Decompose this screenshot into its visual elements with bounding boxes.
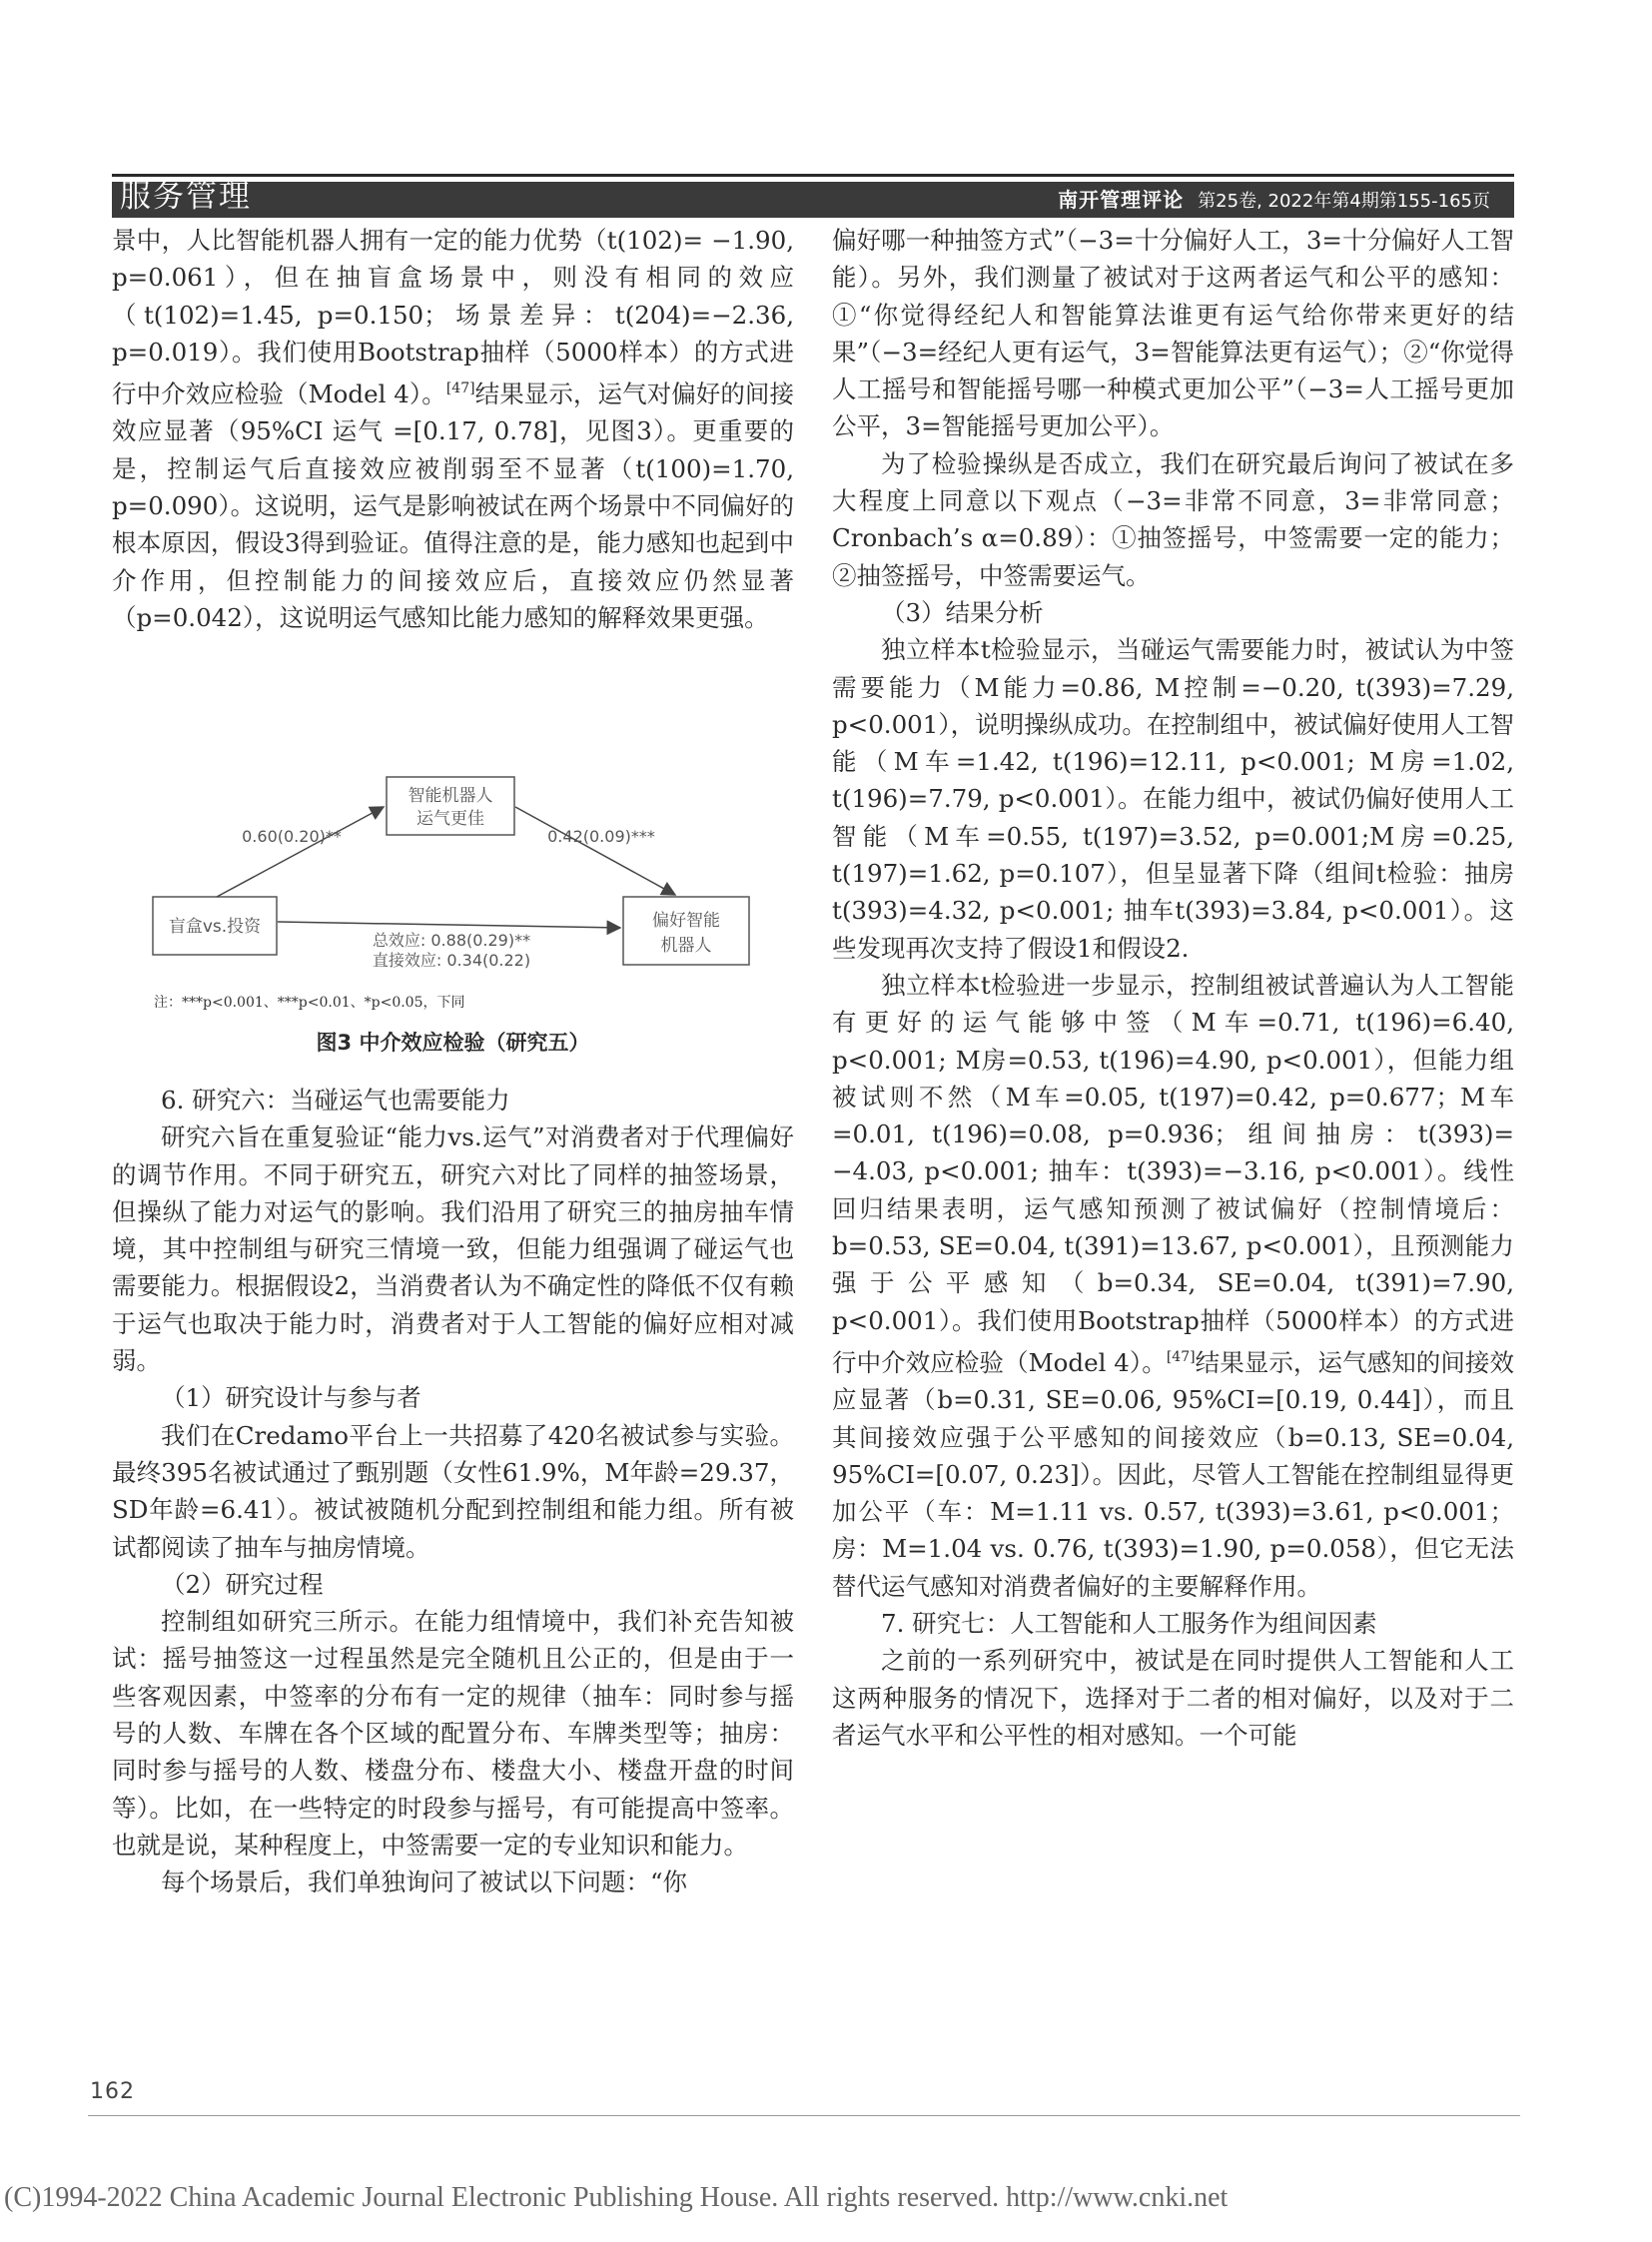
total-effect-label: 总效应: 0.88(0.29)**: [372, 931, 531, 950]
paragraph: 控制组如研究三所示。在能力组情境中，我们补充告知被试：摇号抽签这一过程虽然是完全随机且公正的，但是由于一些客观因素，中签率的分布有一定的规律（抽车：同时参与摇号的人数、车牌在各个区域的配置分布、车牌类型等；抽房：同时参与摇号的人数、楼盘分布、楼盘大小、楼盘开盘的时间等）。比如，在一些特定的时段参与摇号，有可能提高中签率。也就是说，某种程度上，中签需要一定的专业知识和能力。: [112, 1607, 794, 1860]
heading-results: （3）结果分析: [881, 597, 1044, 627]
path-c-arrow: [278, 922, 620, 928]
predictor-label: 盲盒vs.投资: [168, 917, 262, 937]
paragraph: 研究六旨在重复验证“能力vs.运气”对消费者对于代理偏好的调节作用。不同于研究五，研究六对比了同样的抽签场景，但操纵了能力对运气的影响。我们沿用了研究三的抽房抽车情境，其中控制组与研究三情境一致，但能力组强调了碰运气也需要能力。根据假设2，当消费者认为不确定性的降低不仅有赖于运气也取决于能力时，消费者对于人工智能的偏好应相对减弱。: [112, 1122, 794, 1376]
section-title: 服务管理: [120, 179, 252, 215]
figure-note: 注：***p<0.001、***p<0.01、*p<0.05，下同: [154, 995, 465, 1011]
paragraph: 独立样本t检验进一步显示，控制组被试普遍认为人工智能有更好的运气能够中签（M车=0.71, t(196)=6.40, p<0.001; M房=0.53, t(196)=4.90, p<0.001），但能力组被试则不然（M车=0.05, t(197)=0.42, p=0.677；M车=0.01, t(196)=0.08, p=0.936；组间抽房：t(393)= −4.03, p<0.001; 抽车：t(393)=−3.16, p<0.001）。线性回归结果表明，运气感知预测了被试偏好（控制情境后：b=0.53, SE=0.04, t(391)=13.67, p<0.001），且预测能力强于公平感知（b=0.34, SE=0.04, t(391)=7.90, p<0.001）。我们使用Bootstrap抽样（5000样本）的方式进行中介效应检验（Model 4）。[47]结果显示，运气感知的间接效应显著（b=0.31, SE=0.06, 95%CI=[0.19, 0.44]），而且其间接效应强于公平感知的间接效应（b=0.13, SE=0.04, 95%CI=[0.07, 0.23]）。因此，尽管人工智能在控制组显得更加公平（车：M=1.11 vs. 0.57, t(393)=3.61, p<0.001；房：M=1.04 vs. 0.76, t(393)=1.90, p=0.058），但它无法替代运气感知对消费者偏好的主要解释作用。: [832, 970, 1514, 1601]
path-a-arrow: [217, 807, 384, 897]
citation: [47]: [445, 380, 475, 397]
journal-name: 南开管理评论: [1058, 188, 1185, 212]
mediator-label-1: 智能机器人: [408, 786, 493, 806]
heading-study7: 7. 研究七：人工智能和人工服务作为组间因素: [881, 1608, 1377, 1638]
copyright-line: (C)1994-2022 China Academic Journal Electronic Publishing House. All rights reserved. http://www.cnki.net: [4, 2182, 1229, 2213]
heading-design: （1）研究设计与参与者: [161, 1383, 421, 1413]
paragraph: 偏好哪一种抽签方式”（−3=十分偏好人工，3=十分偏好人工智能）。另外，我们测量了被试对于这两者运气和公平的感知：①“你觉得经纪人和智能算法谁更有运气给你带来更好的结果”（−3=经纪人更有运气，3=智能算法更有运气）；②“你觉得人工摇号和智能摇号哪一种模式更加公平”（−3=人工摇号更加公平，3=智能摇号更加公平）。: [832, 226, 1514, 441]
path-a-coef: 0.60(0.20)**: [242, 827, 342, 846]
mediation-diagram: [112, 757, 794, 1017]
citation: [47]: [1166, 1348, 1196, 1365]
paragraph: 景中，人比智能机器人拥有一定的能力优势（t(102)= −1.90, p=0.061），但在抽盲盒场景中，则没有相同的效应（t(102)=1.45, p=0.150；场景差异：t(204)=−2.36, p=0.019）。我们使用Bootstrap抽样（5000样本）的方式进行中介效应检验（Model 4）。[47]结果显示，运气对偏好的间接效应显著（95%CI 运气 =[0.17, 0.78]，见图3）。更重要的是，控制运气后直接效应被削弱至不显著（t(100)=1.70, p=0.090）。这说明，运气是影响被试在两个场景中不同偏好的根本原因，假设3得到验证。值得注意的是，能力感知也起到中介作用，但控制能力的间接效应后，直接效应仍然显著（p=0.042），这说明运气感知比能力感知的解释效果更强。: [112, 226, 794, 632]
path-b-coef: 0.42(0.09)***: [547, 827, 655, 846]
path-b-arrow: [515, 807, 675, 895]
figure-caption: 图3 中介效应检验（研究五）: [316, 1031, 590, 1055]
header-top-rule: [112, 174, 1514, 177]
outcome-label-1: 偏好智能: [652, 911, 720, 931]
paragraph: 为了检验操纵是否成立，我们在研究最后询问了被试在多大程度上同意以下观点（−3=非常不同意，3=非常同意；Cronbach’s α=0.89）：①抽签摇号，中签需要一定的能力；②抽签摇号，中签需要运气。: [832, 448, 1514, 590]
journal-info: [1058, 185, 1490, 215]
mediator-label-2: 运气更佳: [416, 809, 484, 829]
footer-rule: [88, 2115, 1520, 2116]
heading-procedure: （2）研究过程: [161, 1569, 324, 1599]
left-column-bottom: [112, 1082, 794, 1901]
paragraph: 独立样本t检验显示，当碰运气需要能力时，被试认为中签需要能力（M能力=0.86, M控制=−0.20, t(393)=7.29, p<0.001），说明操纵成功。在控制组中，被试偏好使用人工智能（M车=1.42, t(196)=12.11, p<0.001; M房=1.02, t(196)=7.79, p<0.001）。在能力组中，被试仍偏好使用人工智能（M车=0.55, t(197)=3.52, p=0.001;M房=0.25, t(197)=1.62, p=0.107），但呈显著下降（组间t检验：抽房t(393)=4.32, p<0.001; 抽车t(393)=3.84, p<0.001）。这些发现再次支持了假设1和假设2.: [832, 635, 1514, 963]
paragraph: 我们在Credamo平台上一共招募了420名被试参与实验。最终395名被试通过了甄别题（女性61.9%，M年龄=29.37，SD年龄=6.41）。被试被随机分配到控制组和能力组。所有被试都阅读了抽车与抽房情境。: [112, 1420, 794, 1562]
direct-effect-label: 直接效应: 0.34(0.22): [372, 951, 531, 970]
page-number: 162: [90, 2079, 135, 2104]
paragraph: 每个场景后，我们单独询问了被试以下问题：“你: [161, 1868, 688, 1897]
paragraph: 之前的一系列研究中，被试是在同时提供人工智能和人工这两种服务的情况下，选择对于二者的相对偏好，以及对于二者运气水平和公平性的相对感知。一个可能: [832, 1646, 1514, 1750]
outcome-label-2: 机器人: [660, 936, 712, 956]
right-column: [832, 222, 1514, 1754]
left-column-top: [112, 222, 794, 636]
heading-study6: 6. 研究六：当碰运气也需要能力: [161, 1086, 510, 1115]
issue-info: 第25卷, 2022年第4期第155-165页: [1198, 191, 1490, 212]
